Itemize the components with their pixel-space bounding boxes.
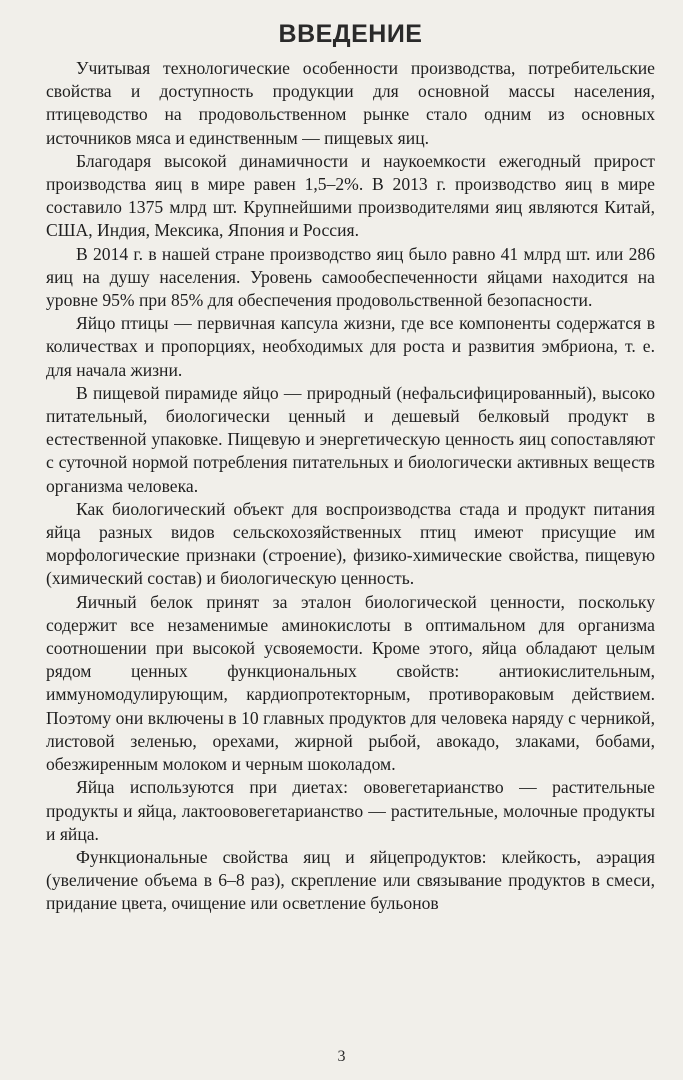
paragraph-6: Как биологический объект для воспроизводства стада и продукт питания яйца разных видов сельскохозяйственных птиц имеют присущие им морфологические признаки (строение), физико-химические свойства, пищевую (химический состав) и биологическую ценность. xyxy=(46,498,655,589)
page-number: 3 xyxy=(337,1048,346,1065)
paragraph-8: Яйца используются при диетах: ововегетарианство — растительные продукты и яйца, лактоововегетарианство — растительные, молочные продукты и яйца. xyxy=(46,777,655,844)
paragraph-9: Функциональные свойства яиц и яйцепродуктов: клейкость, аэрация (увеличение объема в 6–8 раз), скрепление или связывание продуктов в смеси, придание цвета, очищение или осветление бульонов xyxy=(46,846,655,914)
paragraph-3: В 2014 г. в нашей стране производство яиц было равно 41 млрд шт. или 286 яиц на душу населения. Уровень самообеспеченности яйцами находится на уровне 95% при 85% для обеспечения продовольственной безопасности. xyxy=(46,243,655,311)
paragraph-1: Учитывая технологические особенности производства, потребительские свойства и доступность продукции для основной массы населения, птицеводство на продовольственном рынке стало одним из основных источников мяса и единственным — пищевых яиц. xyxy=(46,58,655,148)
body-text xyxy=(46,57,655,916)
page-title: ВВЕДЕНИЕ xyxy=(278,20,423,48)
paragraph-2: Благодаря высокой динамичности и наукоемкости ежегодный прирост производства яиц в мире равен 1,5–2%. В 2013 г. производство яиц в мире составило 1375 млрд шт. Крупнейшими производителями яиц являются Китай, США, Индия, Мексика, Япония и Россия. xyxy=(46,150,655,241)
paragraph-5: В пищевой пирамиде яйцо — природный (нефальсифицированный), высоко питательный, биологически ценный и дешевый белковый продукт в естественной упаковке. Пищевую и энергетическую ценность яиц сопоставляют с суточной нормой потребления питательных и биологически активных веществ организма человека. xyxy=(46,382,655,496)
paragraph-4: Яйцо птицы — первичная капсула жизни, где все компоненты содержатся в количествах и пропорциях, необходимых для роста и развития эмбриона, т. е. для начала жизни. xyxy=(46,313,655,380)
paragraph-7: Яичный белок принят за эталон биологической ценности, поскольку содержит все незаменимые аминокислоты в оптимальном для организма соотношении при высокой усвояемости. Кроме этого, яйца обладают целым рядом ценных функциональных свойств: антиокислительным, иммуномодулирующим, кардиопротекторным, противораковым действием. Поэтому они включены в 10 главных продуктов для человека наряду с черникой, листовой зеленью, орехами, жирной рыбой, авокадо, злаками, бобами, обезжиренным молоком и черным шоколадом. xyxy=(46,591,655,775)
